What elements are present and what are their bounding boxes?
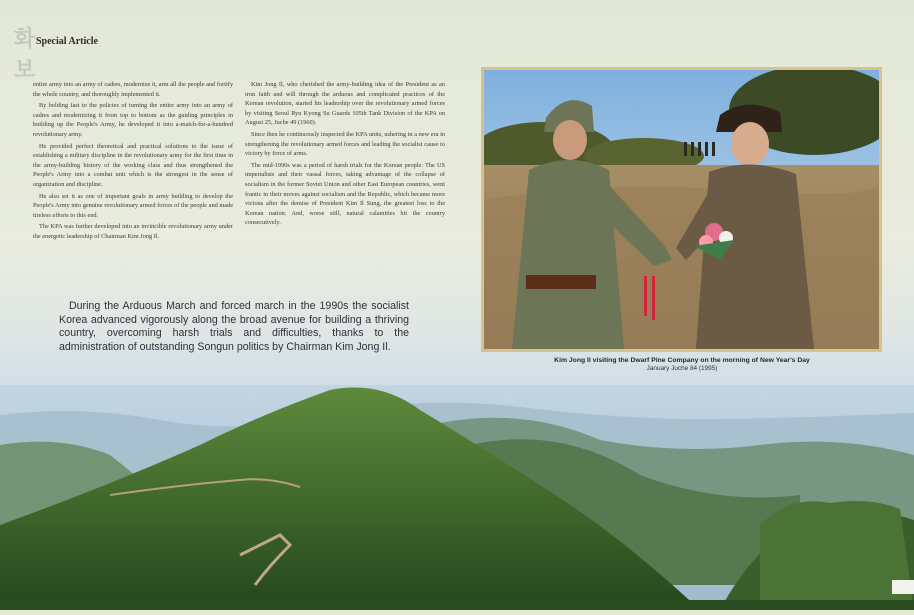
photo-frame [481, 67, 882, 352]
mountain-landscape-image [0, 385, 914, 610]
magazine-logo: 화보 [14, 27, 34, 83]
paragraph: Kim Jong Il, who cherished the army-building idea of the President as an iron faith and will through the arduous and complicated practices of the Korean revolution, started his leadership over the revolutionary armed forces by visiting Seoul Ryu Kyong Su Guards 105th Tank Division of the KPA on August 25, Juche 49 (1960). [245, 81, 445, 127]
paragraph: He also set it as one of important goals in army building to develop the People's Army into genuine revolutionary armed forces of the people and made tireless efforts to this end. [33, 192, 233, 219]
section-title: Special Article [36, 36, 98, 47]
article-column-left [33, 80, 233, 244]
photo-caption [480, 356, 884, 373]
paragraph: The KPA was further developed into an invincible revolutionary army under the energetic leadership of Chairman Kim Jong Il. [33, 223, 233, 240]
pull-quote: During the Arduous March and forced march in the 1990s the socialist Korea advanced vigorously along the broad avenue for building a thriving country, overcoming harsh trials and difficulties, thanks to the administration of outstanding Songun politics by Chairman Kim Jong Il. [59, 300, 409, 353]
paragraph: entire army into an army of cadres, modernize it, arm all the people and fortify the whole country, and thoroughly implemented it. [33, 81, 233, 98]
paragraph: Since then he continuously inspected the KPA units, ushering in a new era in strengthening the revolutionary armed forces and leading the socialist cause to victory by force of arms. [245, 130, 445, 158]
caption-title: Kim Jong Il visiting the Dwarf Pine Company on the morning of New Year's Day [554, 357, 810, 364]
paragraph: The mid-1990s was a period of harsh trials for the Korean people: The US imperialists and their vassal forces, taking advantage of the collapse of socialism in the former Soviet Union and other East European countries, went frantic in their moves against socialism and the Republic, which became more vicious after the demise of President Kim Il Sung, the greatest loss to the Korean nation. And, worse still, natural calamities hit the country consecutively. [245, 161, 445, 227]
article-photo [484, 70, 879, 349]
paragraph: He provided perfect theoretical and practical solutions to the issue of establishing a military discipline in the revolutionary army for the first time in the army-building history of the working class and thus strengthened the People's Army into a combat unit which is the strongest in the sense of organization and discipline. [33, 142, 233, 188]
caption-date: January Juche 84 (1995) [646, 365, 718, 372]
paragraph: By holding fast to the policies of turning the entire army into an army of cadres and modernizing it from top to bottom as the guiding principles in building up the People's Army, he developed it into a-match-for-a-hundred revolutionary army. [33, 102, 233, 138]
page-corner-mark [892, 580, 914, 594]
article-column-right [245, 80, 445, 230]
